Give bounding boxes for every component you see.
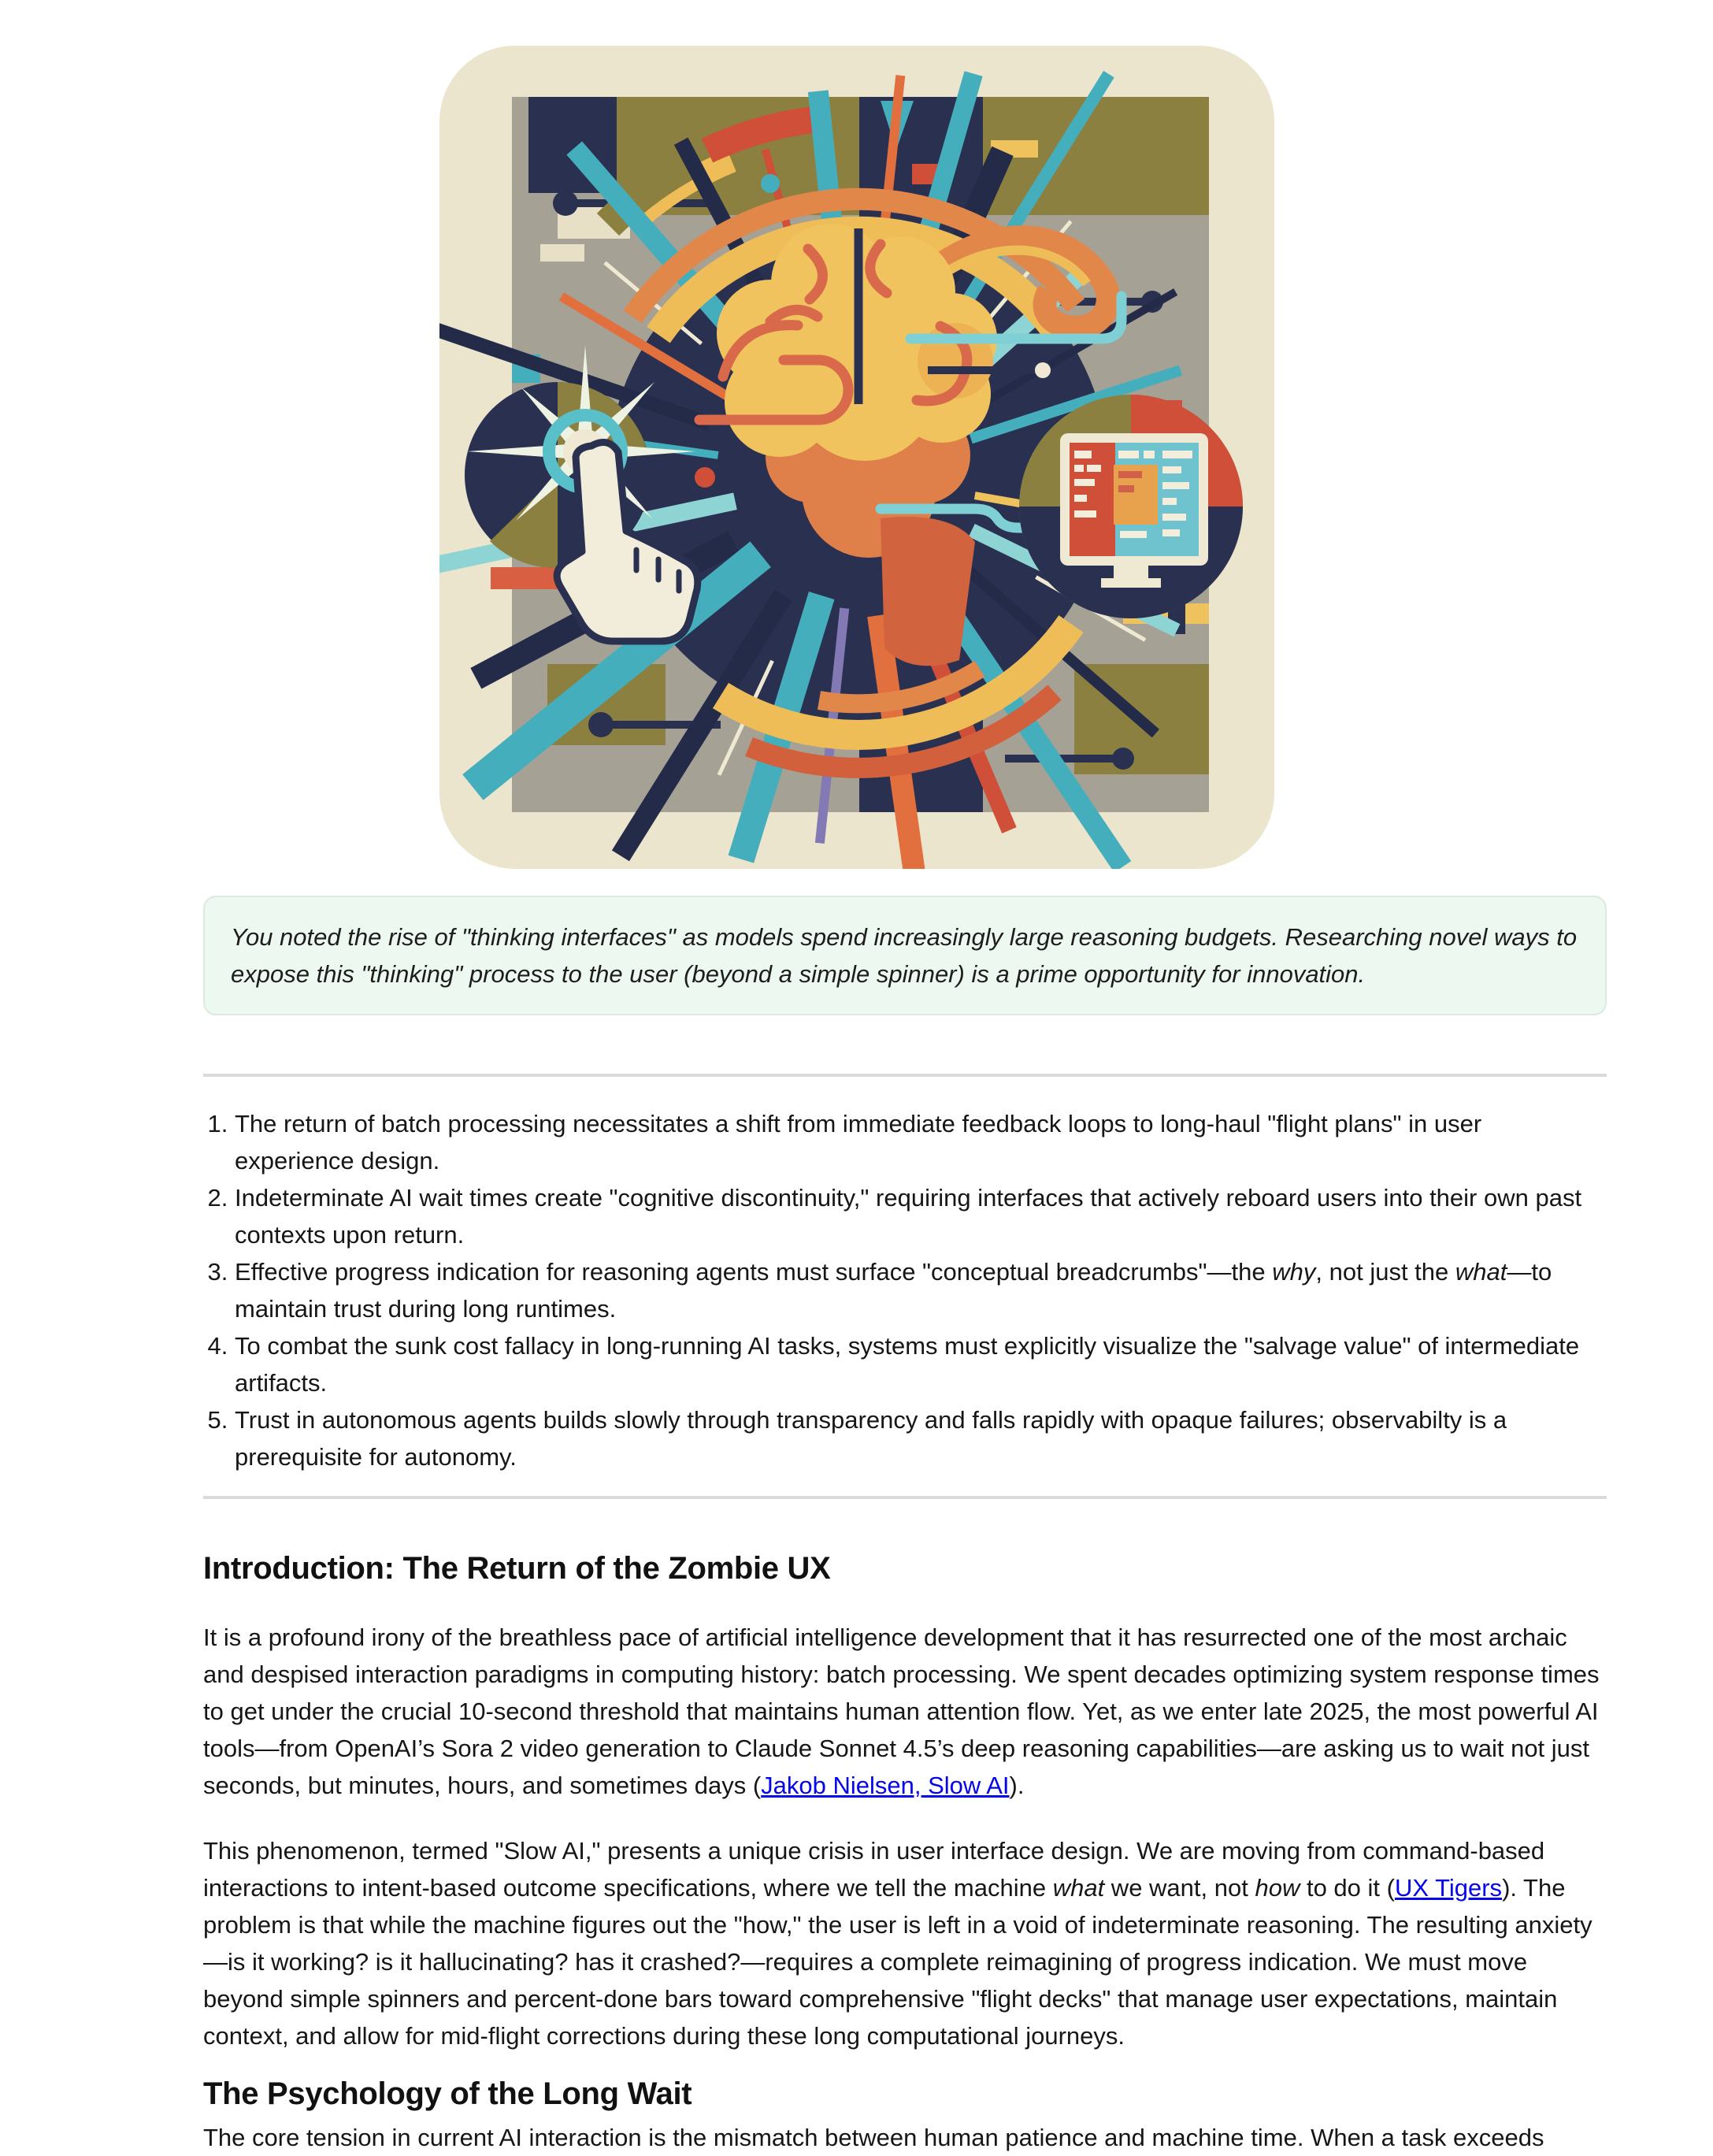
intro-heading: Introduction: The Return of the Zombie UX — [203, 1551, 831, 1586]
italic-text: what — [1455, 1258, 1507, 1286]
list-item: 1. The return of batch processing necessitates a shift from immediate feedback loops to long-haul "flight plans" in user experience design. — [235, 1105, 1607, 1179]
list-item: 4. To combat the sunk cost fallacy in long-running AI tasks, systems must explicitly visualize the "salvage value" of intermediate artifacts. — [235, 1327, 1607, 1401]
italic-text: why — [1272, 1258, 1316, 1286]
ux-tigers-link[interactable]: UX Tigers — [1394, 1874, 1503, 1902]
intro-paragraph-2: This phenomenon, termed "Slow AI," presents a unique crisis in user interface design. We are moving from command-based interactions to intent-based outcome specifications, where we tell the machine what we want, not how to do it (UX Tigers). The problem is that while the machine figures out the "how," the user is left in a void of indeterminate reasoning. The resulting anxiety—is it working? is it hallucinating? has it crashed?—requires a complete reimagining of progress indication. We must move beyond simple spinners and percent-done bars toward comprehensive "flight decks" that manage user expectations, maintain context, and allow for mid-flight corrections during these long computational journeys. — [203, 1837, 1592, 2050]
key-takeaways-list — [203, 1105, 1607, 1475]
callout — [203, 896, 1607, 1015]
hero-illustration — [439, 0, 1274, 869]
psychology-paragraph: The core tension in current AI interaction is the mismatch between human patience and machine time. When a task exceeds — [203, 2124, 1544, 2151]
italic-text: what — [1052, 1874, 1105, 1902]
italic-text: how — [1255, 1874, 1300, 1902]
intro-paragraph-1: It is a profound irony of the breathless pace of artificial intelligence development that it has resurrected one of the most archaic and despised interaction paradigms in computing history: batch processing. We spent decades optimizing system response times to get under the crucial 10-second threshold that maintains human attention flow. Yet, as we enter late 2025, the most powerful AI tools—from OpenAI’s Sora 2 video generation to Claude Sonnet 4.5’s deep reasoning capabilities—are asking us to wait not just seconds, but minutes, hours, and sometimes days (Jakob Nielsen, Slow AI). — [203, 1623, 1600, 1799]
monitor-icon — [1019, 395, 1243, 618]
hero-illustration-svg — [439, 46, 1274, 869]
section-divider-2 — [203, 1496, 1607, 1499]
list-item: 2. Indeterminate AI wait times create "cognitive discontinuity," requiring interfaces that actively reboard users into their own past contexts upon return. — [235, 1179, 1607, 1253]
article — [203, 0, 1607, 2156]
callout-text: You noted the rise of "thinking interfaces" as models spend increasingly large reasoning budgets. Researching novel ways to expose this "thinking" process to the user (beyond a simple spinner) is a prime opportunity for innovation. — [231, 923, 1578, 988]
section-divider-1 — [203, 1074, 1607, 1077]
list-item: 5. Trust in autonomous agents builds slowly through transparency and falls rapidly with opaque failures; observabilty is a prerequisite for autonomy. — [235, 1401, 1607, 1475]
psychology-heading: The Psychology of the Long Wait — [203, 2076, 692, 2111]
jakob-nielsen-slow-ai-link[interactable]: Jakob Nielsen, Slow AI — [761, 1772, 1010, 1799]
list-item: 3. Effective progress indication for reasoning agents must surface "conceptual breadcrumbs"—the why, not just the what—to maintain trust during long runtimes. — [235, 1253, 1607, 1327]
